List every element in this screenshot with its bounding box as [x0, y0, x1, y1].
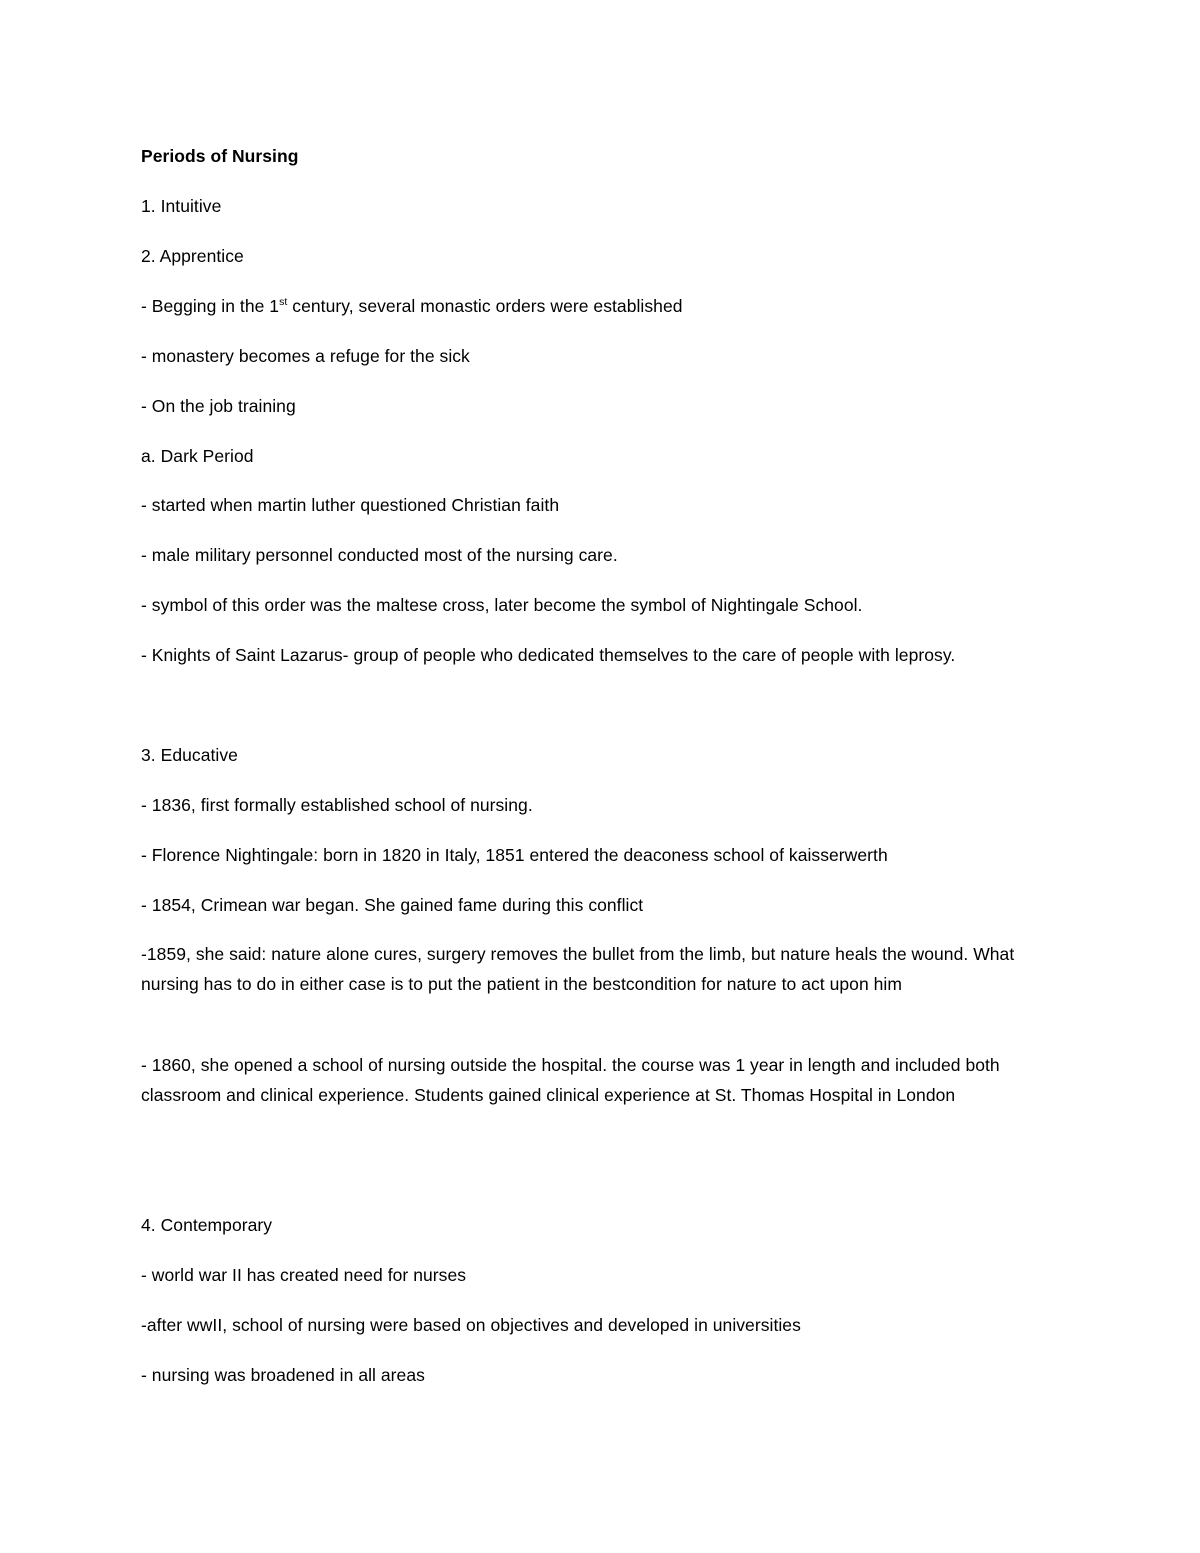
dark-period-line-1: - started when martin luther questioned Christian faith	[141, 495, 560, 515]
section-heading-apprentice: 2. Apprentice	[141, 246, 244, 266]
contemporary-line-1: - world war II has created need for nurses	[141, 1265, 467, 1285]
contemporary-line-3: - nursing was broadened in all areas	[141, 1365, 425, 1385]
section-heading-dark-period: a. Dark Period	[141, 446, 254, 466]
dark-period-line-4: - Knights of Saint Lazarus- group of people who dedicated themselves to the care of people with leprosy.	[141, 645, 956, 665]
educative-paragraph-1: -1859, she said: nature alone cures, surgery removes the bullet from the limb, but nature heals the wound. What nursing has to do in either case is to put the patient in the bestcondition for nature to act upon him	[141, 944, 1015, 994]
superscript-ordinal: st	[279, 296, 288, 308]
apprentice-line-1-start: - Begging in the 1	[141, 296, 280, 316]
educative-line-2: - Florence Nightingale: born in 1820 in Italy, 1851 entered the deaconess school of kaisserwerth	[141, 845, 888, 865]
dark-period-line-2: - male military personnel conducted most of the nursing care.	[141, 545, 618, 565]
apprentice-line-3: - On the job training	[141, 396, 296, 416]
apprentice-line-1-end: century, several monastic orders were established	[287, 296, 683, 316]
document-title: Periods of Nursing	[141, 146, 299, 166]
section-heading-contemporary: 4. Contemporary	[141, 1215, 273, 1235]
contemporary-line-2: -after wwII, school of nursing were based on objectives and developed in universities	[141, 1315, 801, 1335]
educative-line-3: - 1854, Crimean war began. She gained fame during this conflict	[141, 895, 644, 915]
dark-period-line-3: - symbol of this order was the maltese cross, later become the symbol of Nightingale School.	[141, 595, 863, 615]
educative-line-1: - 1836, first formally established school of nursing.	[141, 795, 533, 815]
apprentice-line-2: - monastery becomes a refuge for the sick	[141, 346, 470, 366]
apprentice-line-1	[141, 296, 683, 316]
educative-paragraph-2: - 1860, she opened a school of nursing outside the hospital. the course was 1 year in length and included both classroom and clinical experience. Students gained clinical experience at St. Thomas Hospital in London	[141, 1055, 1000, 1105]
section-heading-intuitive: 1. Intuitive	[141, 196, 222, 216]
section-heading-educative: 3. Educative	[141, 745, 238, 765]
